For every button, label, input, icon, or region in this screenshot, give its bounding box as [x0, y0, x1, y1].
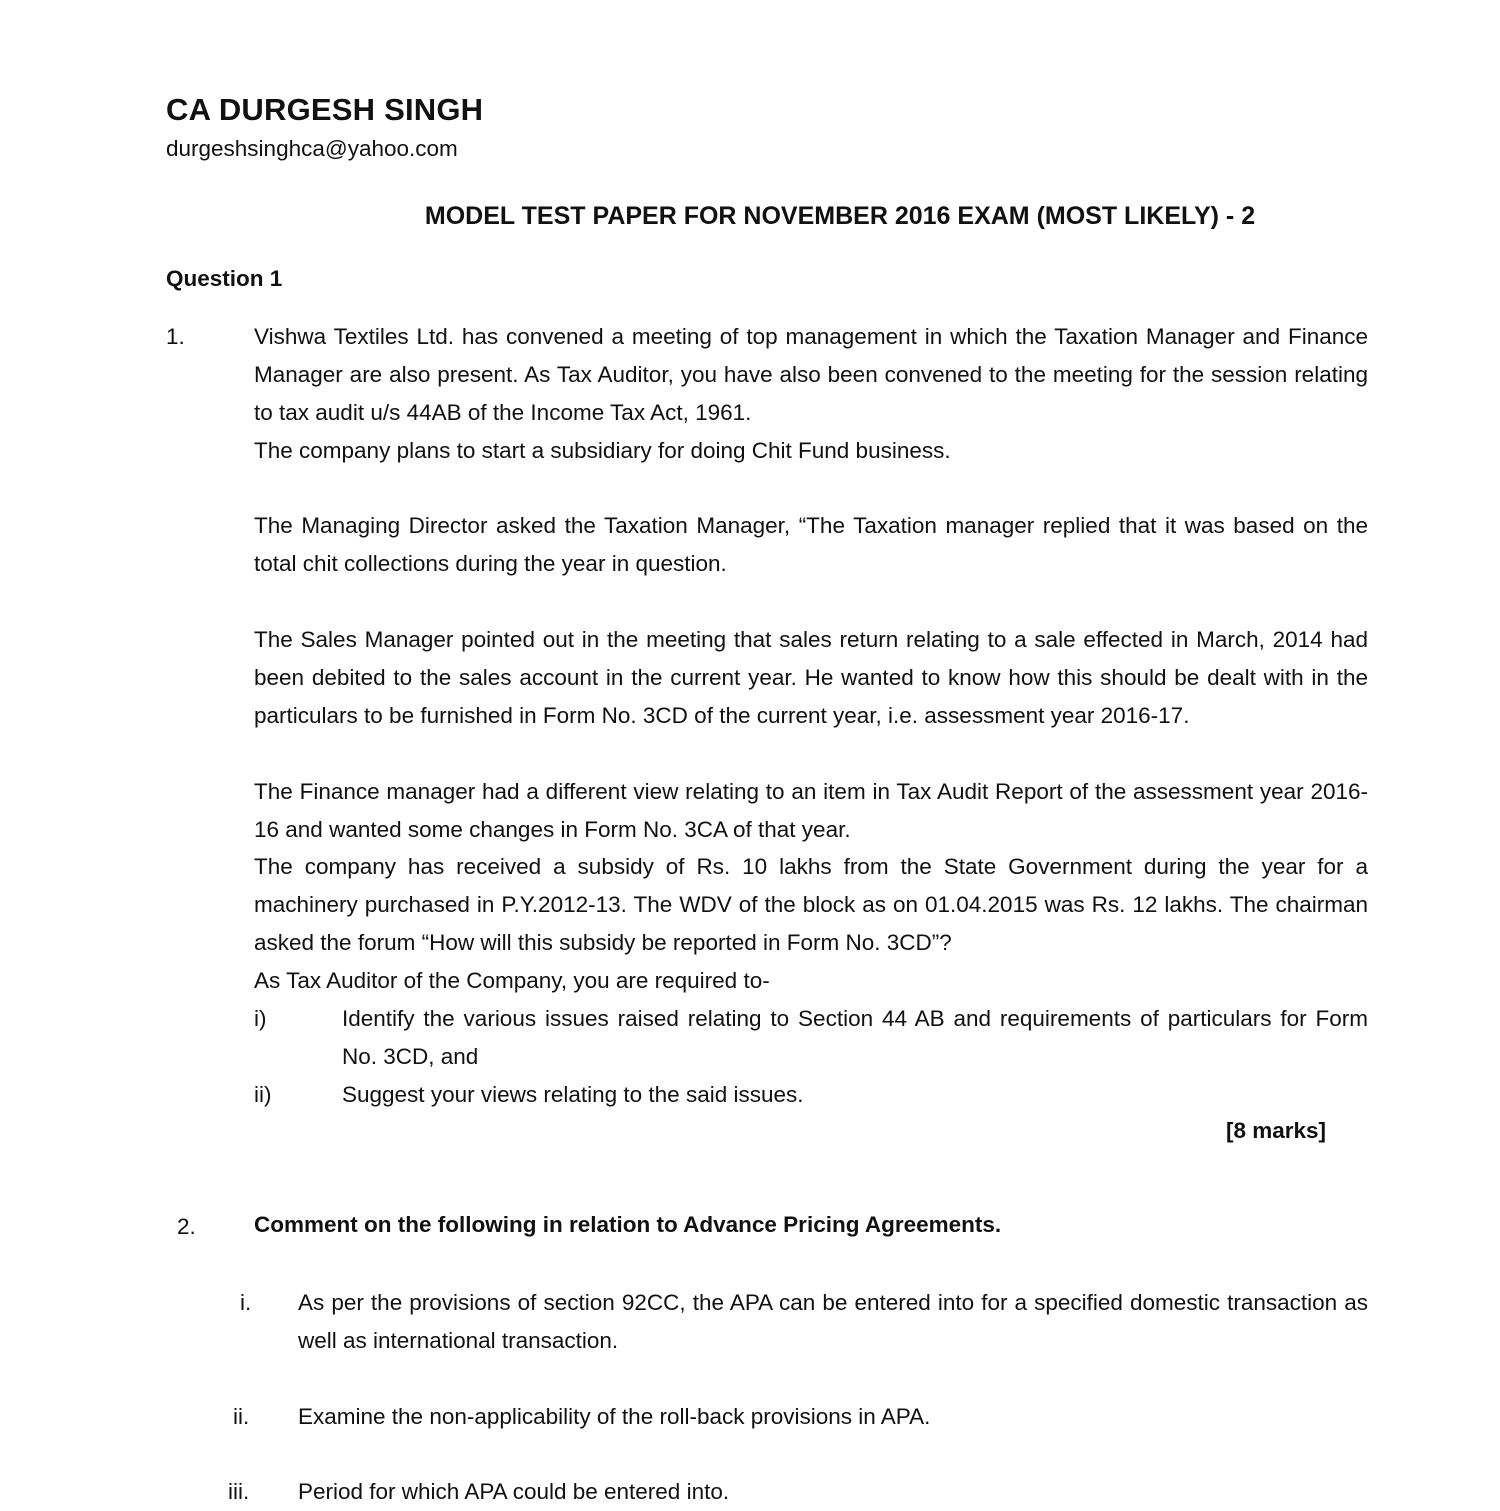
sub-item-text: Suggest your views relating to the said issues.	[342, 1082, 804, 1107]
sub-item-text: As per the provisions of section 92CC, the APA can be entered into for a specified domestic transaction as well as international transaction.	[298, 1290, 1368, 1353]
question-paragraph: Vishwa Textiles Ltd. has convened a meeting of top management in which the Taxation Manager and Finance Manager are also present. As Tax Auditor, you have also been convened to the meeting for the session relating to tax audit u/s 44AB of the Income Tax Act, 1961.	[254, 324, 1368, 425]
question-paragraph: The Sales Manager pointed out in the meeting that sales return relating to a sale effected in March, 2014 had been debited to the sales account in the current year. He wanted to know how this should be dealt with in the particulars to be furnished in Form No. 3CD of the current year, i.e. assessment year 2016-17.	[254, 627, 1368, 728]
paper-title: MODEL TEST PAPER FOR NOVEMBER 2016 EXAM (MOST LIKELY) - 2	[424, 202, 1256, 230]
sub-item-label: ii.	[233, 1404, 250, 1429]
marks-label: [8 marks]	[1226, 1118, 1327, 1143]
question-paragraph: The Managing Director asked the Taxation Manager, “The Taxation manager replied that it was based on the total chit collections during the year in question.	[254, 513, 1368, 576]
question-paragraph: The company plans to start a subsidiary for doing Chit Fund business.	[254, 438, 951, 463]
sub-item-label: i.	[240, 1290, 252, 1315]
sub-item-label: iii.	[228, 1479, 250, 1504]
question-paragraph: As Tax Auditor of the Company, you are required to-	[254, 968, 770, 993]
question-heading: Comment on the following in relation to Advance Pricing Agreements.	[254, 1212, 1002, 1237]
question-paragraph: The company has received a subsidy of Rs. 10 lakhs from the State Government during the year for a machinery purchased in P.Y.2012-13. The WDV of the block as on 01.04.2015 was Rs. 12 lakhs. The chairman asked the forum “How will this subsidy be reported in Form No. 3CD”?	[254, 854, 1368, 955]
section-heading: Question 1	[166, 266, 283, 291]
sub-item-label: i)	[254, 1006, 267, 1031]
sub-item-text: Period for which APA could be entered into.	[298, 1479, 730, 1504]
question-number: 1.	[166, 324, 185, 349]
question-paragraph: The Finance manager had a different view relating to an item in Tax Audit Report of the assessment year 2016-16 and wanted some changes in Form No. 3CA of that year.	[254, 779, 1368, 842]
sub-item-text: Identify the various issues raised relating to Section 44 AB and requirements of particulars for Form No. 3CD, and	[342, 1006, 1368, 1069]
author-name: CA DURGESH SINGH	[166, 92, 484, 127]
author-email: durgeshsinghca@yahoo.com	[166, 136, 458, 161]
sub-item-label: ii)	[254, 1082, 272, 1107]
question-number: 2.	[177, 1214, 196, 1239]
sub-item-text: Examine the non-applicability of the roll-back provisions in APA.	[298, 1404, 931, 1429]
